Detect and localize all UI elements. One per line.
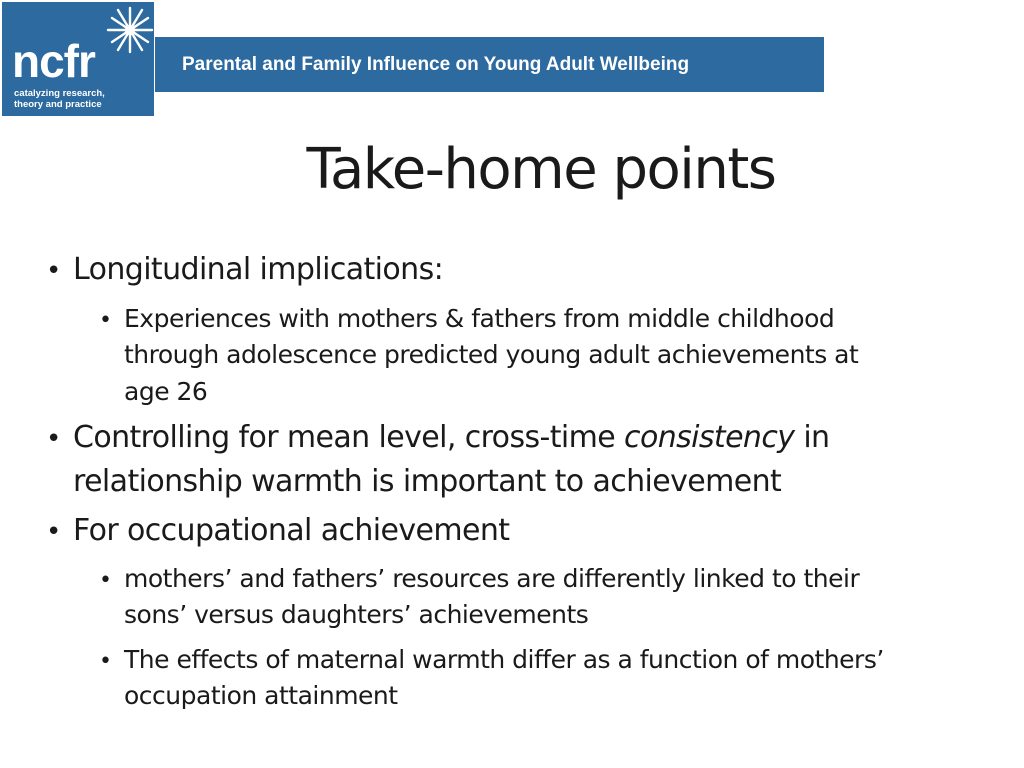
bullet-marker: • [46, 256, 62, 286]
sub-point-resources-line2: sons’ versus daughters’ achievements [124, 600, 589, 629]
sub-point-experiences-line2: through adolescence predicted young adult achievements at [124, 340, 859, 369]
sub-point-maternal-line1: The effects of maternal warmth differ as a function of mothers’ [124, 645, 884, 674]
point-occupational: For occupational achievement [73, 513, 510, 548]
point-consistency-line2: relationship warmth is important to achievement [73, 464, 782, 499]
banner-title: Parental and Family Influence on Young Adult Wellbeing [182, 54, 690, 75]
bullet-marker: • [46, 517, 62, 547]
point-consistency-text-b: in [794, 420, 830, 455]
sub-point-maternal-line2: occupation attainment [124, 681, 398, 710]
sub-bullet-marker: • [99, 568, 112, 593]
point-longitudinal: Longitudinal implications: [73, 252, 444, 287]
sub-point-experiences-line3: age 26 [124, 377, 208, 406]
point-consistency-emphasis: consistency [624, 420, 795, 455]
bullet-marker: • [46, 424, 62, 454]
point-consistency-text-a: Controlling for mean level, cross-time [73, 420, 625, 455]
logo-wordmark: ncfr [12, 35, 95, 87]
sub-point-resources-line1: mothers’ and fathers’ resources are differently linked to their [124, 564, 860, 593]
sub-bullet-marker: • [99, 308, 112, 333]
sub-point-experiences-line1: Experiences with mothers & fathers from middle childhood [124, 304, 835, 333]
logo-tagline-line1: catalyzing research, [14, 88, 105, 99]
point-consistency-line1 [73, 420, 829, 455]
slide-title: Take-home points [306, 137, 776, 202]
sub-bullet-marker: • [99, 649, 112, 674]
logo-tagline-line2: theory and practice [14, 99, 102, 110]
